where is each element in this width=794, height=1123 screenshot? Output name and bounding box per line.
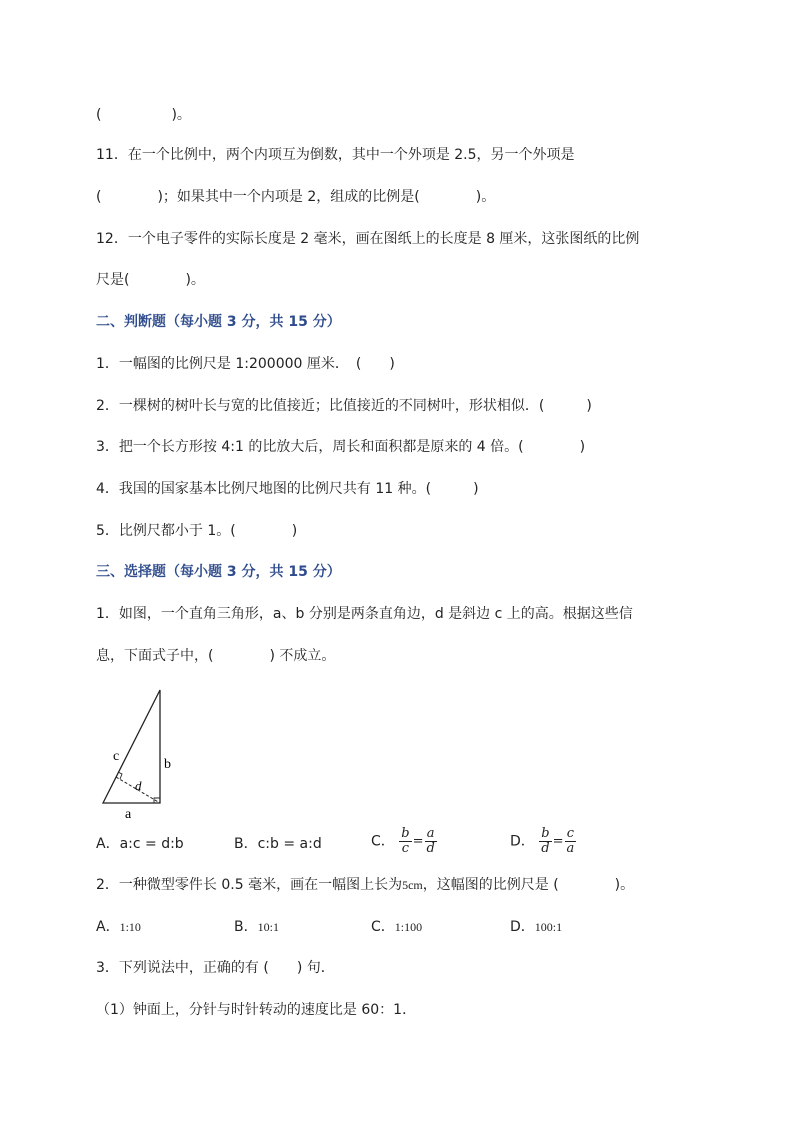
fraction-numerator: a <box>426 826 435 841</box>
q2-unit: 5cm <box>402 878 423 892</box>
q2-text-a: 2．一种微型零件长 0.5 毫米，画在一幅图上长为 <box>96 877 403 893</box>
label-d: d <box>135 778 142 793</box>
q2-option-b-prefix: B． <box>234 919 258 935</box>
q2-option-c <box>371 918 422 936</box>
q2-option-d <box>510 918 562 936</box>
section-2-heading: 二、判断题（每小题 3 分，共 15 分） <box>96 314 341 330</box>
fraction-denominator: c <box>401 841 410 856</box>
fraction-numerator: c <box>566 826 574 841</box>
q1-option-c <box>371 827 437 856</box>
q2-option-d-prefix: D． <box>510 919 535 935</box>
label-c: c <box>113 749 120 764</box>
answer-blank-line: ( )。 <box>96 107 191 123</box>
label-b: b <box>164 757 171 772</box>
equals-sign: = <box>412 833 424 849</box>
question-11-line2: ( )；如果其中一个内项是 2，组成的比例是( )。 <box>96 189 496 205</box>
fraction-denominator: d <box>541 841 550 856</box>
q1-option-b: B．c:b = a:d <box>234 836 322 852</box>
label-a: a <box>125 807 132 822</box>
q1-option-d-fraction-left <box>539 827 551 856</box>
section-3-heading: 三、选择题（每小题 3 分，共 15 分） <box>96 564 341 580</box>
fraction-numerator: b <box>541 826 550 841</box>
q1-option-c-fraction-right <box>424 827 436 856</box>
q2-option-a <box>96 918 141 936</box>
q1-option-d-prefix: D． <box>510 833 535 850</box>
q2-option-b-value: 10:1 <box>257 920 279 934</box>
q2-option-c-prefix: C． <box>371 919 395 935</box>
judge-item-1: 1．一幅图的比例尺是 1:200000 厘米． ( ) <box>96 356 395 372</box>
fraction-denominator: d <box>426 841 435 856</box>
judge-item-2: 2．一棵树的树叶长与宽的比值接近；比值接近的不同树叶，形状相似．( ) <box>96 398 592 414</box>
q2-option-d-value: 100:1 <box>534 920 563 934</box>
choice-q2-line <box>96 876 634 894</box>
choice-q1-line1: 1．如图，一个直角三角形，a、b 分别是两条直角边，d 是斜边 c 上的高。根据这些信 <box>96 606 633 622</box>
q2-text-b: ，这幅图的比例尺是 ( )。 <box>422 877 635 893</box>
choice-q1-line2: 息，下面式子中，( ) 不成立。 <box>96 648 336 664</box>
fraction-numerator: b <box>401 826 410 841</box>
q1-option-c-prefix: C． <box>371 833 395 850</box>
question-11-line1: 11．在一个比例中，两个内项互为倒数，其中一个外项是 2.5，另一个外项是 <box>96 147 575 163</box>
q1-option-c-fraction-left <box>399 827 411 856</box>
q1-option-a: A．a:c = d:b <box>96 836 184 852</box>
right-triangle-figure <box>96 686 186 822</box>
choice-q3-line: 3．下列说法中，正确的有 ( ) 句． <box>96 960 335 976</box>
question-12-line2: 尺是( )。 <box>96 272 205 288</box>
q1-option-d-fraction-right <box>564 827 576 856</box>
q1-option-d <box>510 827 576 856</box>
judge-item-4: 4．我国的国家基本比例尺地图的比例尺共有 11 种。( ) <box>96 481 479 497</box>
q2-option-a-prefix: A． <box>96 919 120 935</box>
q2-option-a-value: 1:10 <box>119 920 141 934</box>
equals-sign: = <box>552 833 564 849</box>
judge-item-3: 3．把一个长方形按 4:1 的比放大后，周长和面积都是原来的 4 倍。( ) <box>96 439 586 455</box>
question-12-line1: 12．一个电子零件的实际长度是 2 毫米，画在图纸上的长度是 8 厘米，这张图纸的比例 <box>96 231 640 247</box>
choice-q3-sub1: （1）钟面上，分针与时针转动的速度比是 60：1． <box>96 1002 417 1018</box>
q2-option-c-value: 1:100 <box>394 920 423 934</box>
fraction-denominator: a <box>566 841 575 856</box>
q2-option-b <box>234 918 279 936</box>
judge-item-5: 5．比例尺都小于 1。( ) <box>96 523 298 539</box>
